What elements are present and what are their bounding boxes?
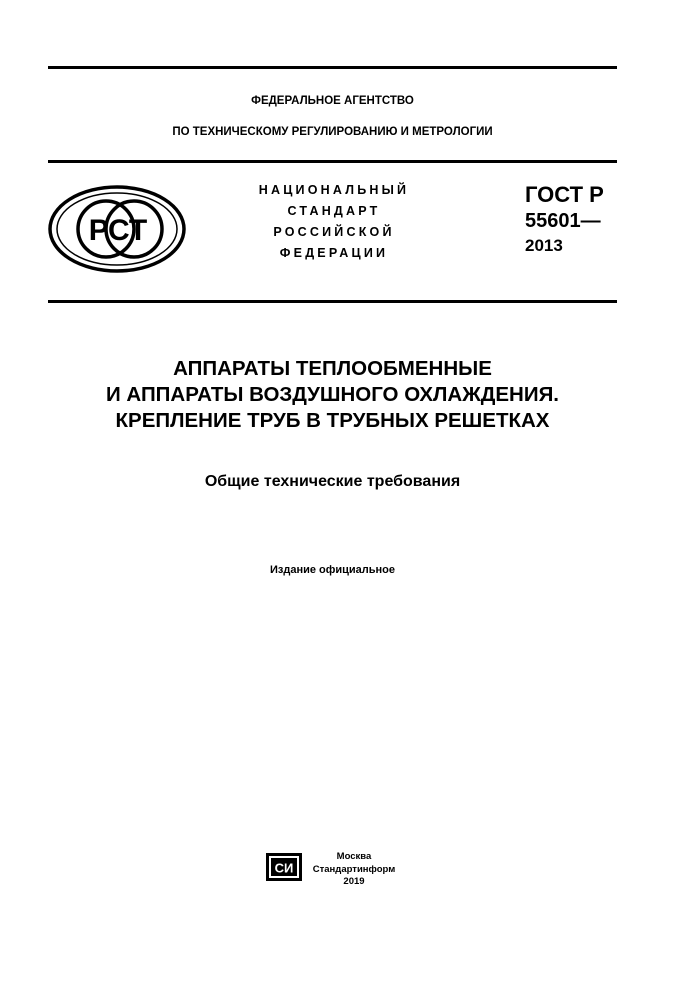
document-subtitle: Общие технические требования	[204, 473, 461, 490]
document-title	[48, 356, 617, 434]
standard-type-line4: ФЕДЕРАЦИИ	[279, 246, 389, 260]
top-divider	[48, 66, 617, 69]
designation-prefix: ГОСТ Р	[525, 182, 604, 207]
standard-type-line2: СТАНДАРТ	[287, 204, 381, 218]
logo-text: РСТ	[88, 214, 148, 247]
standard-designation	[525, 182, 604, 258]
rst-certification-logo-icon	[48, 185, 186, 273]
standartinform-logo-icon	[265, 852, 303, 882]
publisher-block	[306, 851, 402, 889]
edition-label: Издание официальное	[269, 564, 396, 576]
standard-type-line3: РОССИЙСКОЙ	[273, 225, 395, 239]
designation-number: 55601—	[525, 210, 601, 232]
publisher-city: Москва	[336, 851, 372, 862]
publisher-logo-text: СИ	[274, 860, 294, 876]
agency-name-line1: ФЕДЕРАЛЬНОЕ АГЕНТСТВО	[251, 95, 414, 107]
title-line3: КРЕПЛЕНИЕ ТРУБ В ТРУБНЫХ РЕШЕТКАХ	[115, 409, 550, 432]
publisher-name: Стандартинформ	[312, 863, 396, 875]
standard-type-block	[238, 180, 430, 264]
title-line1: АППАРАТЫ ТЕПЛООБМЕННЫЕ	[173, 357, 492, 380]
title-divider	[48, 300, 617, 303]
designation-year: 2013	[525, 236, 563, 255]
publisher-year: 2019	[343, 876, 365, 887]
standard-type-line1: НАЦИОНАЛЬНЫЙ	[258, 183, 410, 197]
title-line2: И АППАРАТЫ ВОЗДУШНОГО ОХЛАЖДЕНИЯ.	[105, 383, 559, 406]
agency-name-line2: ПО ТЕХНИЧЕСКОМУ РЕГУЛИРОВАНИЮ И МЕТРОЛОГИИ	[172, 126, 493, 138]
header-divider	[48, 160, 617, 163]
